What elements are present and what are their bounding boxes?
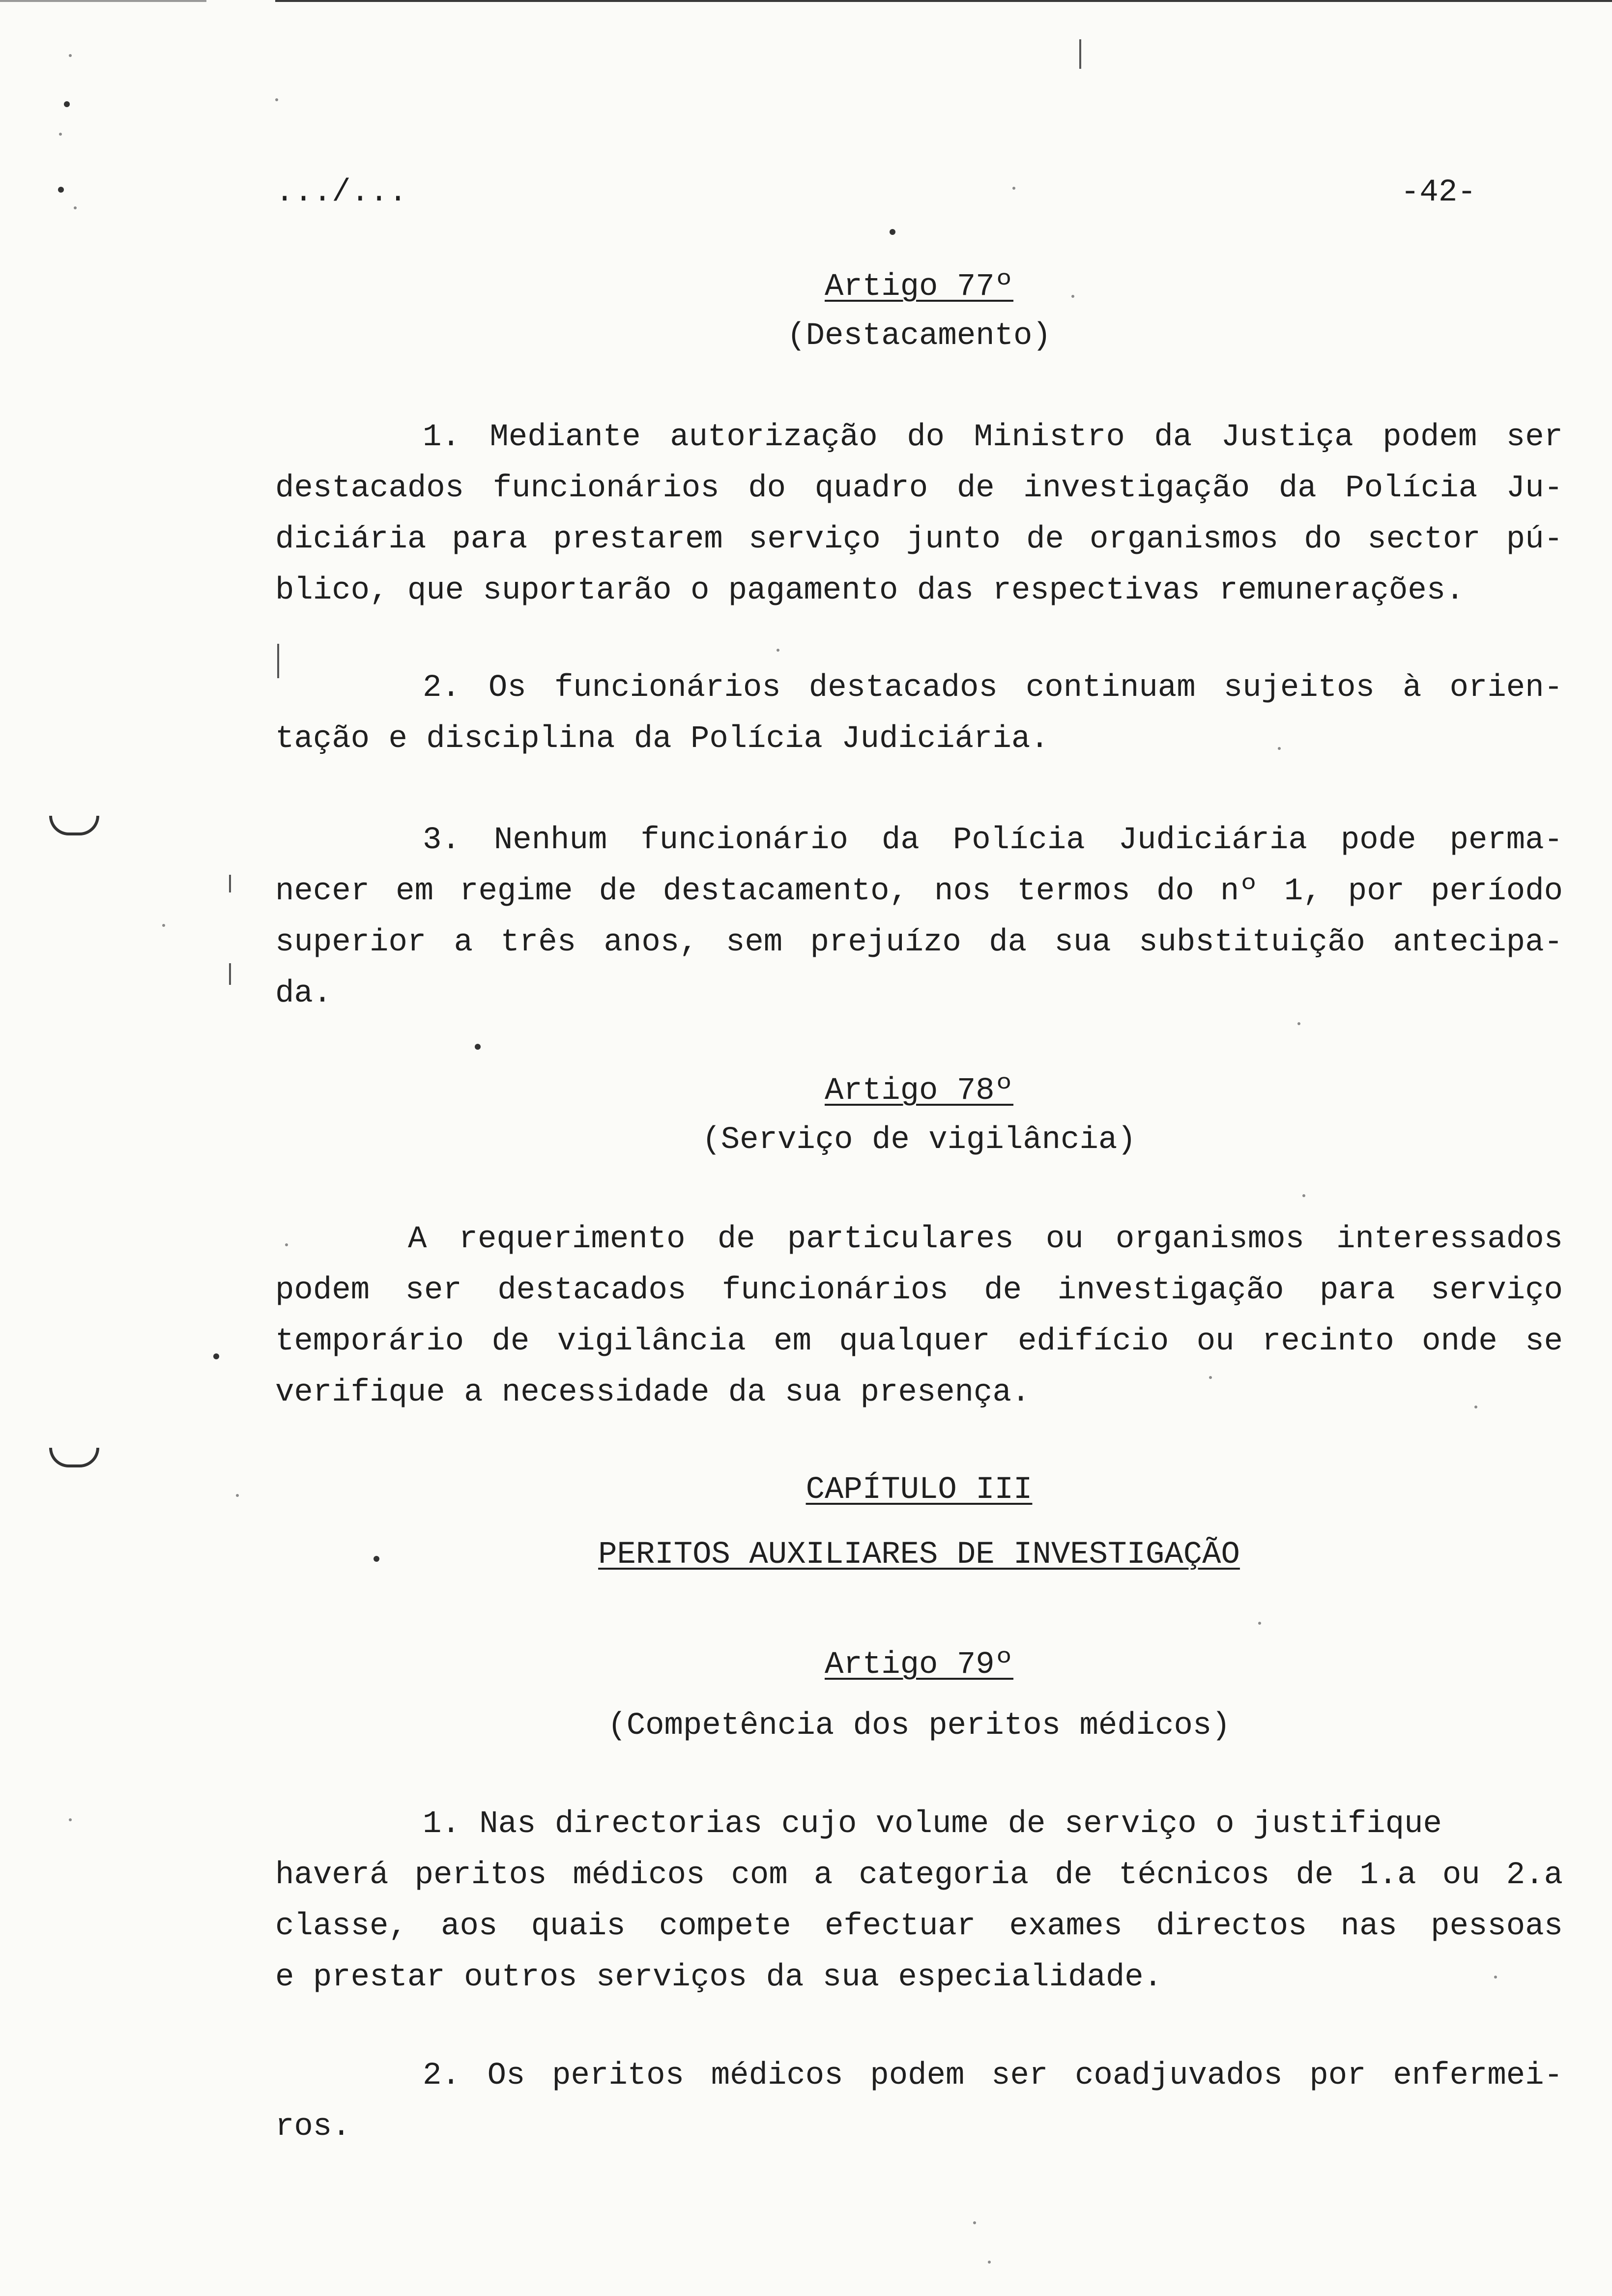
margin-dot	[890, 229, 895, 235]
scan-speck	[1071, 295, 1074, 298]
margin-check-mark	[49, 1448, 99, 1467]
article-78-paragraph-1	[275, 1214, 1563, 1418]
margin-tick	[229, 963, 231, 985]
article-77-paragraph-1	[275, 412, 1563, 616]
text-line: 2. Os funcionários destacados continuam sujeitos à orien-	[423, 670, 1563, 706]
margin-dot	[475, 1044, 481, 1050]
article-79-paragraph-2	[275, 2050, 1563, 2152]
continuation-mark: .../...	[275, 175, 407, 210]
scan-speck	[236, 1494, 239, 1497]
scan-speck	[275, 98, 278, 101]
scan-speck	[1012, 187, 1015, 190]
article-79-paragraph-1	[275, 1799, 1563, 2003]
text-line: 3. Nenhum funcionário da Polícia Judiciária pode perma-	[423, 823, 1563, 858]
text-line: podem ser destacados funcionários de investigação para serviço	[275, 1273, 1563, 1308]
margin-dot	[213, 1353, 219, 1359]
article-77-paragraph-2	[275, 662, 1563, 765]
scan-speck	[69, 54, 72, 57]
margin-check-mark	[49, 816, 99, 835]
text-line: 1. Mediante autorização do Ministro da Justiça podem ser	[423, 420, 1563, 455]
text-line: A requerimento de particulares ou organismos interessados	[408, 1222, 1563, 1257]
text-line: haverá peritos médicos com a categoria de técnicos de 1.a ou 2.a	[275, 1858, 1563, 1893]
text-line: e prestar outros serviços da sua especialidade.	[275, 1960, 1163, 1995]
scan-speck	[1297, 1022, 1300, 1025]
article-77-heading-text: Artigo 77º	[824, 269, 1014, 305]
text-line: diciária para prestarem serviço junto de organismos do sector pú-	[275, 522, 1563, 557]
text-line: necer em regime de destacamento, nos termos do nº 1, por período	[275, 874, 1563, 909]
scan-speck	[1474, 1406, 1477, 1408]
page-number: -42-	[1401, 175, 1476, 210]
text-line: temporário de vigilância em qualquer edifício ou recinto onde se	[275, 1324, 1563, 1359]
scan-top-edge	[0, 0, 1612, 3]
article-78-heading	[275, 1065, 1563, 1117]
margin-tick	[1079, 39, 1081, 69]
article-77-heading	[275, 261, 1563, 313]
scan-speck	[1494, 1976, 1497, 1979]
margin-dot	[374, 1556, 379, 1562]
text-line: classe, aos quais compete efectuar exames directos nas pessoas	[275, 1909, 1563, 1944]
text-line: 2. Os peritos médicos podem ser coadjuvados por enfermei-	[423, 2058, 1563, 2094]
margin-tick	[229, 875, 231, 892]
text-line: 1. Nas directorias cujo volume de serviço o justifique	[423, 1807, 1442, 1842]
text-line: blico, que suportarão o pagamento das respectivas remunerações.	[275, 573, 1465, 608]
margin-tick	[277, 644, 279, 678]
scan-speck	[285, 1243, 288, 1246]
scan-speck	[1278, 747, 1281, 750]
article-78-heading-text: Artigo 78º	[824, 1073, 1014, 1109]
chapter-subtitle	[275, 1529, 1563, 1580]
margin-dot	[64, 101, 70, 107]
text-line: da.	[275, 976, 332, 1011]
article-77-paragraph-3	[275, 815, 1563, 1019]
scan-speck	[1258, 1622, 1261, 1625]
article-79-heading	[275, 1639, 1563, 1691]
article-79-heading-text: Artigo 79º	[824, 1647, 1014, 1683]
scan-speck	[74, 206, 77, 209]
scan-speck	[973, 2221, 976, 2224]
article-79-subtitle: (Competência dos peritos médicos)	[607, 1708, 1231, 1744]
text-line: superior a três anos, sem prejuízo da sua substituição antecipa-	[275, 925, 1563, 960]
text-line: verifique a necessidade da sua presença.	[275, 1375, 1031, 1410]
chapter-subtitle-text: PERITOS AUXILIARES DE INVESTIGAÇÃO	[598, 1537, 1240, 1573]
scan-speck	[988, 2261, 991, 2264]
scan-speck	[59, 133, 62, 136]
chapter-title	[275, 1464, 1563, 1516]
scan-speck	[1209, 1376, 1212, 1379]
chapter-title-text: CAPÍTULO III	[806, 1472, 1033, 1508]
text-line: ros.	[275, 2109, 351, 2145]
scan-speck	[69, 1818, 72, 1821]
scan-speck	[1302, 1194, 1305, 1197]
margin-dot	[58, 187, 64, 193]
text-line: tação e disciplina da Polícia Judiciária.	[275, 721, 1049, 757]
article-78-subtitle: (Serviço de vigilância)	[702, 1122, 1136, 1158]
scan-speck	[162, 924, 165, 927]
article-77-subtitle: (Destacamento)	[787, 318, 1051, 354]
text-line: destacados funcionários do quadro de investigação da Polícia Ju-	[275, 471, 1563, 506]
scan-speck	[777, 649, 779, 652]
